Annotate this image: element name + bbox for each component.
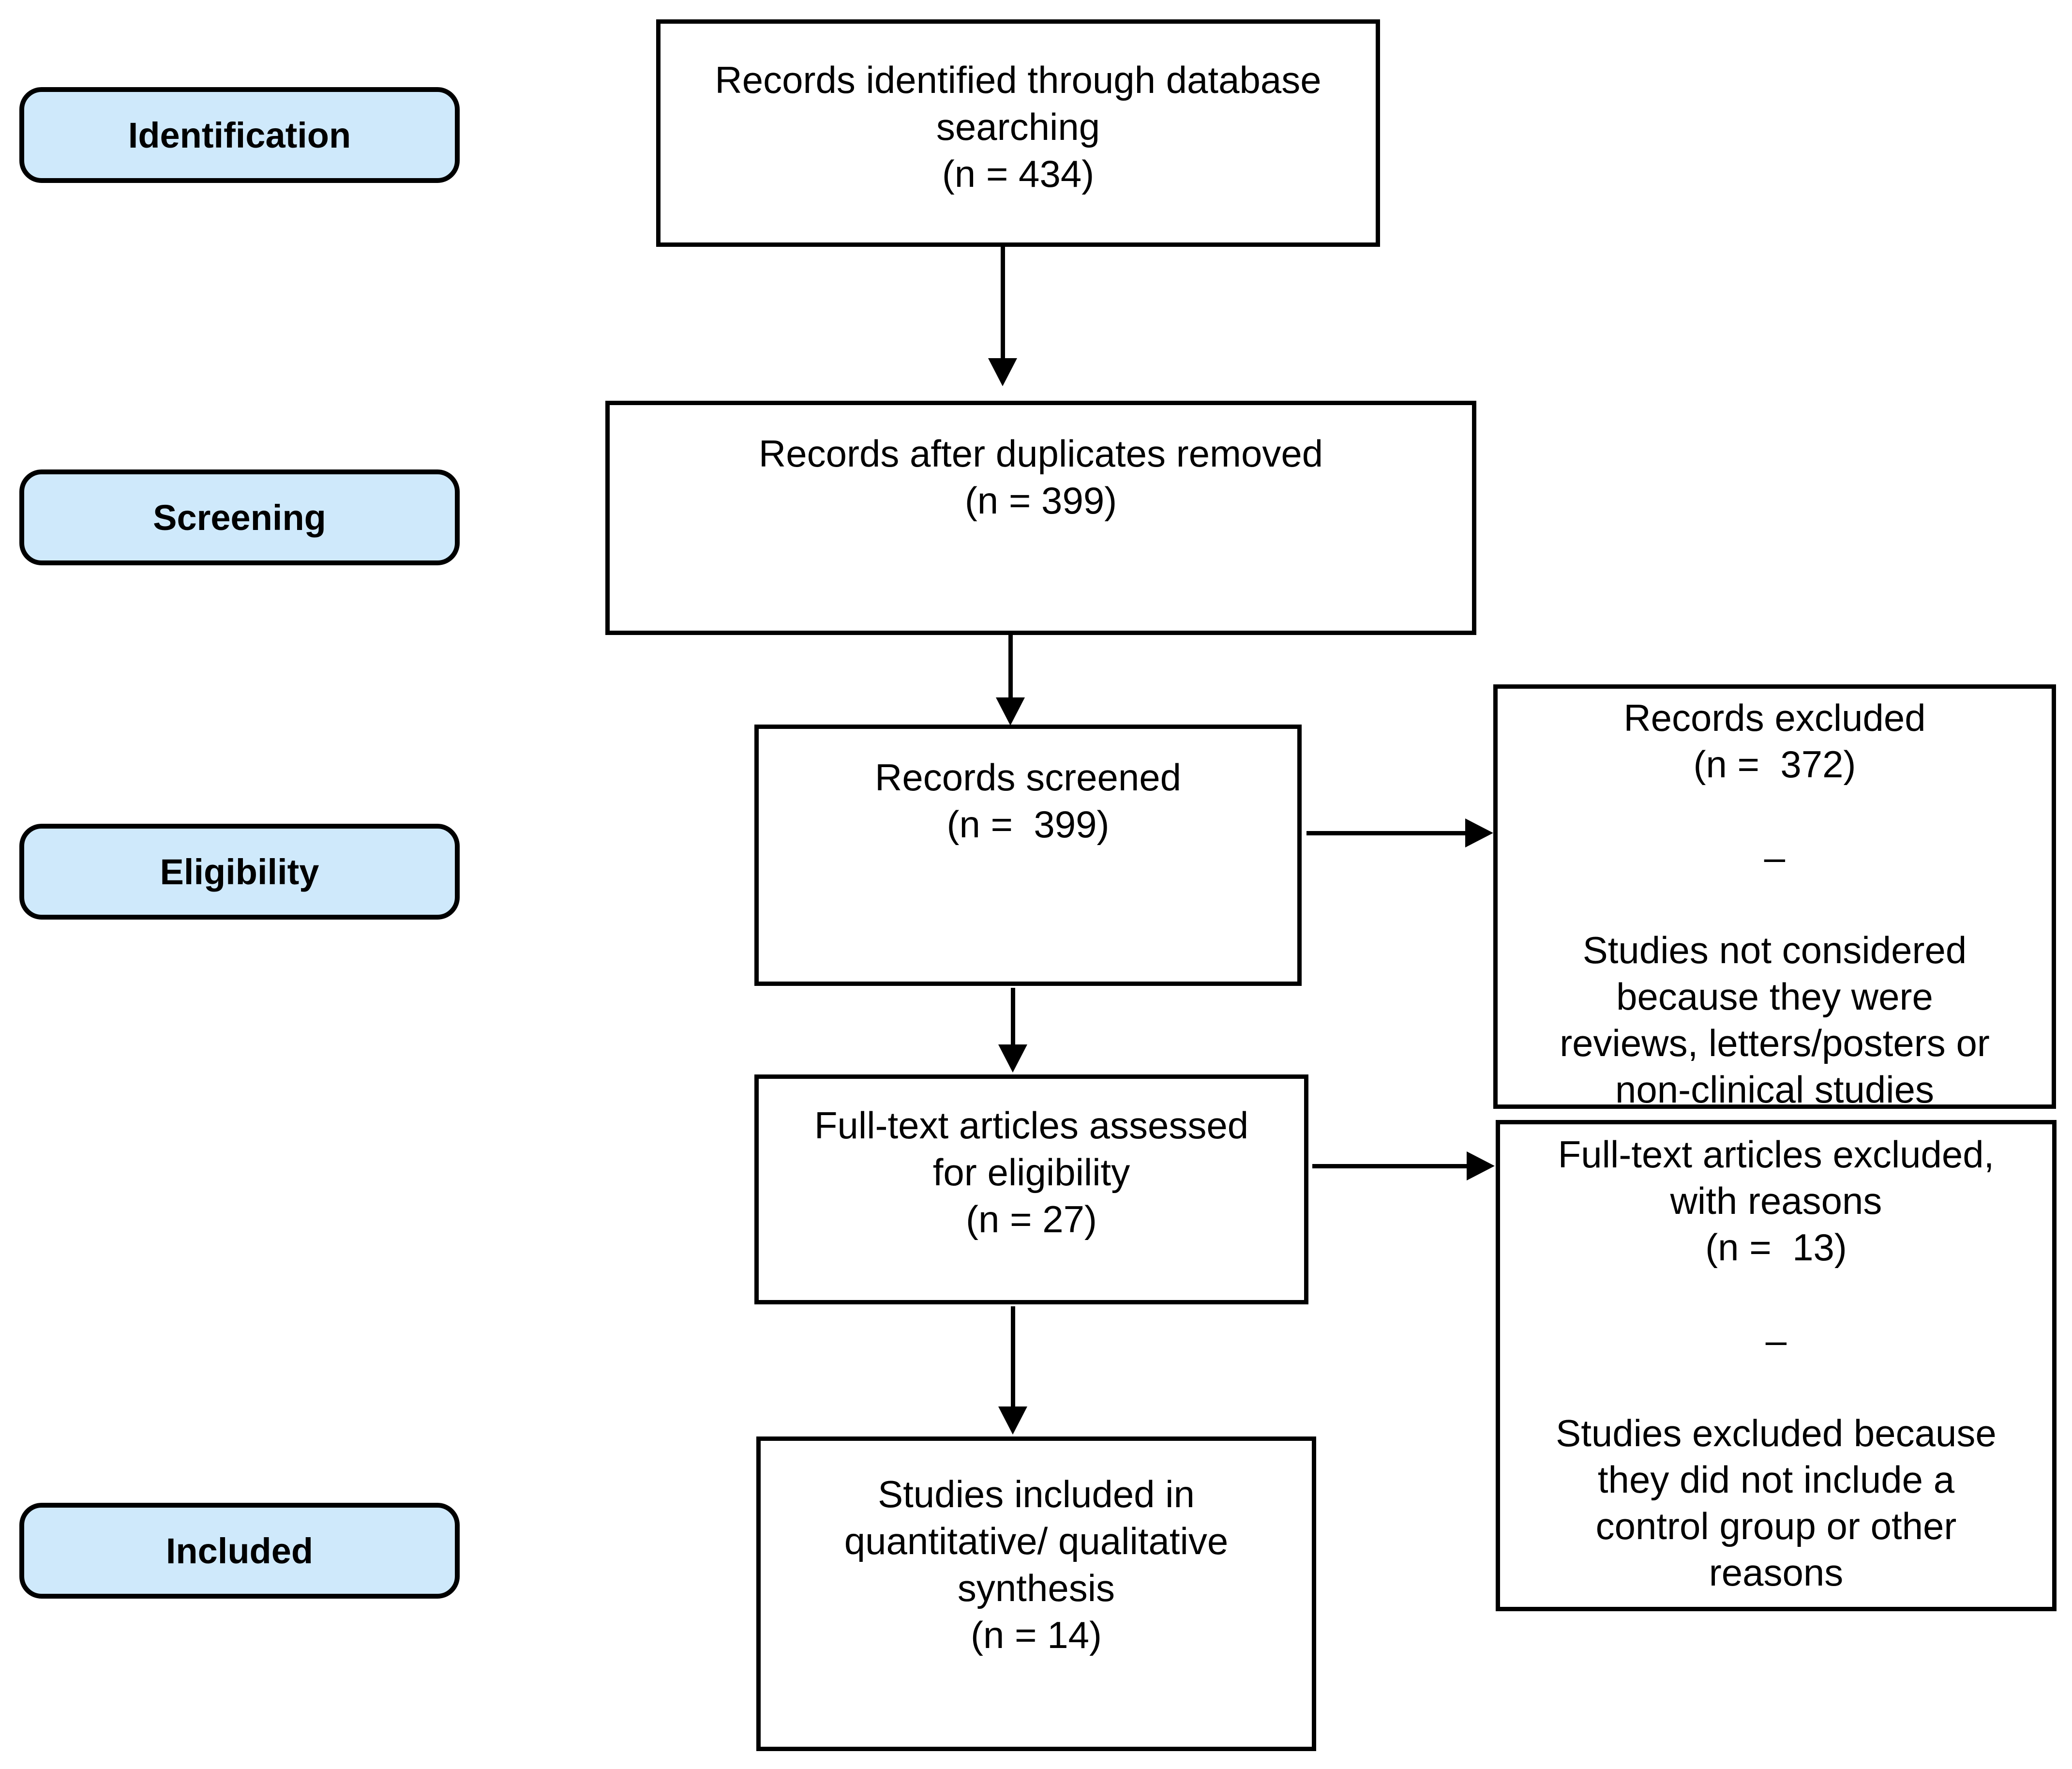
text-line: (n = 372)	[1693, 743, 1856, 786]
exclusion-box-records-excluded	[1493, 684, 2056, 1109]
text-line	[1498, 787, 2052, 834]
arrowhead-down-icon	[988, 358, 1017, 386]
arrow-line	[1008, 632, 1013, 698]
stage-box-screening	[19, 469, 460, 565]
stage-box-identification	[19, 87, 460, 183]
text-line: Records identified through database	[715, 59, 1321, 101]
text-line: reviews, letters/posters or	[1560, 1022, 1990, 1064]
text-line: Records after duplicates removed	[758, 432, 1323, 475]
text-line: control group or other	[1595, 1505, 1957, 1547]
text-line	[1498, 880, 2052, 927]
text-line	[1500, 1270, 2052, 1317]
text-line: reasons	[1709, 1551, 1844, 1594]
stage-label-screening: Screening	[153, 497, 326, 538]
text-line: with reasons	[1670, 1179, 1882, 1222]
arrowhead-down-icon	[998, 1044, 1027, 1073]
text-line: –	[1765, 1319, 1787, 1361]
flow-box-fulltext-assessed	[754, 1074, 1308, 1304]
text-line: Records excluded	[1623, 696, 1926, 739]
flow-box-studies-included	[756, 1436, 1316, 1751]
arrow-line	[1011, 988, 1015, 1045]
text-line: because they were	[1616, 975, 1933, 1018]
exclusion-box-fulltext-excluded	[1496, 1120, 2057, 1611]
text-line: searching	[936, 106, 1100, 148]
text-line: Studies excluded because	[1556, 1412, 1997, 1454]
text-line: they did not include a	[1597, 1458, 1955, 1501]
text-line: (n = 13)	[1705, 1226, 1847, 1269]
stage-label-included: Included	[165, 1530, 314, 1571]
text-line: Records screened	[875, 756, 1181, 799]
text-line	[1500, 1363, 2052, 1410]
arrowhead-down-icon	[998, 1406, 1027, 1435]
arrow-line	[1001, 247, 1005, 359]
text-line: (n = 14)	[971, 1614, 1102, 1656]
text-line: quantitative/ qualitative	[844, 1520, 1229, 1562]
arrowhead-right-icon	[1465, 818, 1493, 847]
flow-box-duplicates-removed	[605, 401, 1476, 635]
arrowhead-right-icon	[1467, 1151, 1495, 1180]
stage-box-included	[19, 1503, 460, 1599]
text-line: synthesis	[957, 1567, 1115, 1609]
text-line: Studies not considered	[1582, 929, 1967, 971]
stage-box-eligibility	[19, 824, 460, 920]
stage-label-identification: Identification	[128, 115, 351, 155]
flow-box-records-identified	[656, 19, 1380, 247]
arrowhead-down-icon	[996, 697, 1025, 726]
text-line: (n = 434)	[942, 152, 1095, 195]
stage-label-eligibility: Eligibility	[160, 851, 319, 892]
text-line: (n = 399)	[964, 479, 1117, 522]
text-line: –	[1764, 836, 1786, 878]
text-line: Full-text articles excluded,	[1558, 1133, 1995, 1176]
text-line: (n = 27)	[966, 1198, 1097, 1240]
arrow-line	[1011, 1306, 1015, 1408]
text-line: for eligibility	[932, 1151, 1130, 1194]
text-line: Full-text articles assessed	[814, 1104, 1249, 1147]
arrow-line	[1306, 831, 1466, 835]
arrow-line	[1312, 1164, 1468, 1168]
flow-box-records-screened	[754, 725, 1302, 986]
text-line: Studies included in	[878, 1473, 1195, 1515]
text-line: (n = 399)	[946, 803, 1110, 846]
text-line: non-clinical studies	[1615, 1068, 1934, 1111]
